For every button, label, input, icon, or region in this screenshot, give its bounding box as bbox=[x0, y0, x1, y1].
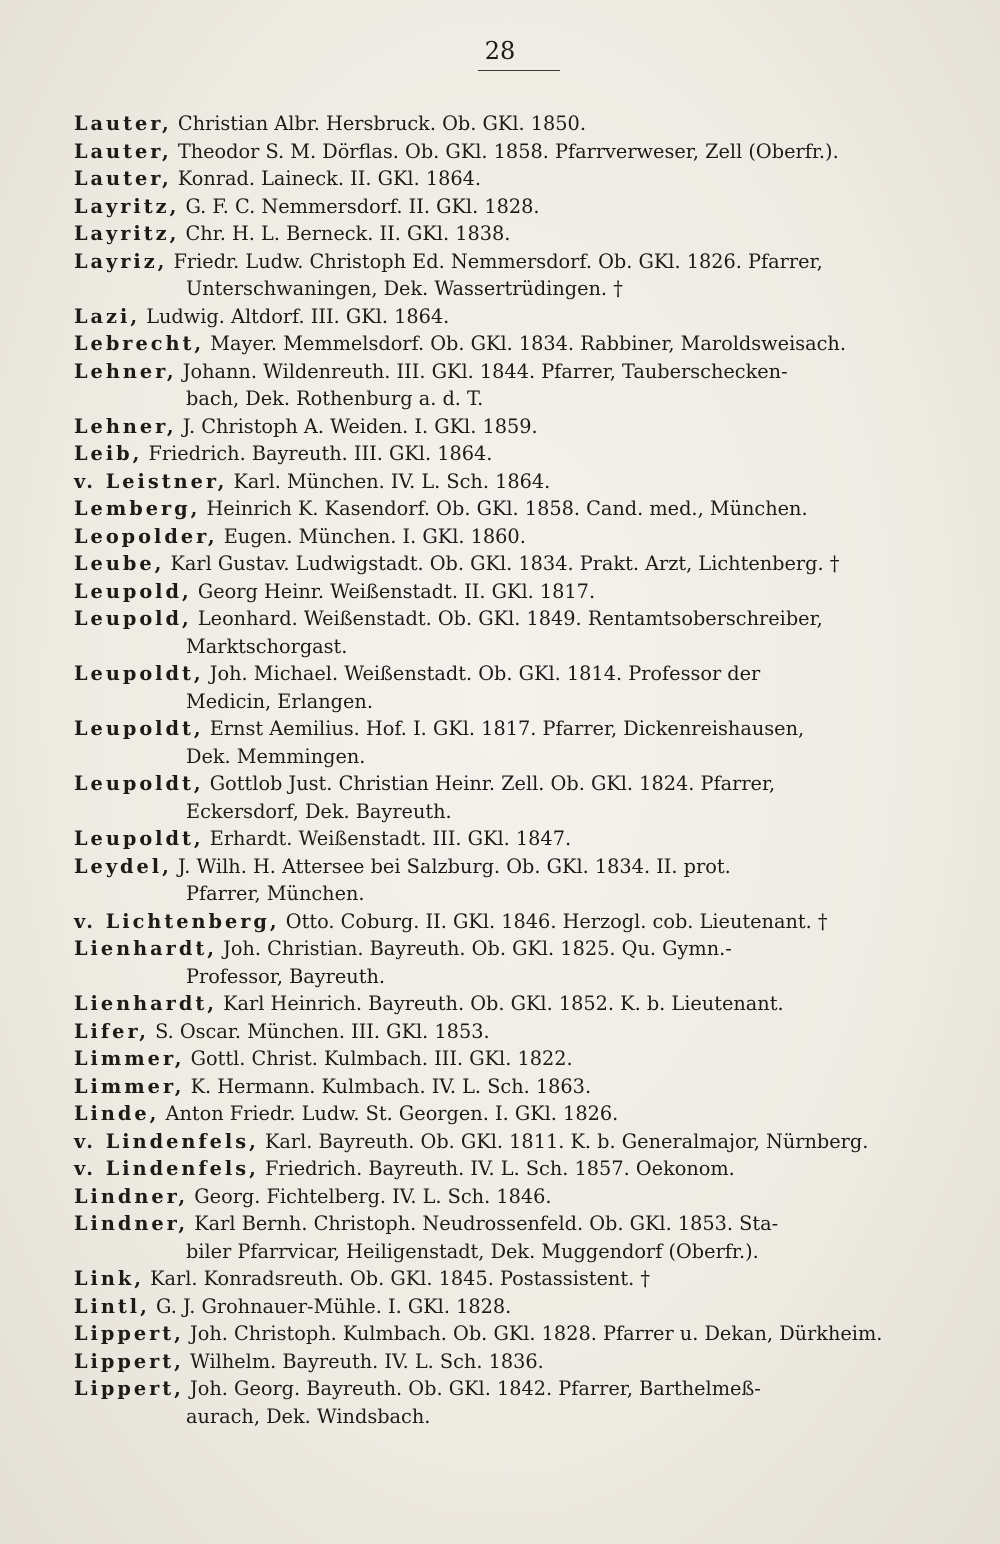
list-item bbox=[74, 1128, 954, 1156]
entry-details: G. F. C. Nemmersdorf. II. GKl. 1828. bbox=[185, 194, 540, 218]
entry-continuation: Medicin, Erlangen. bbox=[186, 689, 373, 713]
page-number: 28 bbox=[484, 37, 516, 65]
entry-details: Gottlob Just. Christian Heinr. Zell. Ob. GKl. 1824. Pfarrer, bbox=[209, 772, 776, 795]
entry-details: Erhardt. Weißenstadt. III. GKl. 1847. bbox=[209, 827, 572, 850]
entry-surname: Layritz, bbox=[74, 222, 180, 245]
list-item bbox=[74, 853, 954, 908]
list-item bbox=[74, 605, 954, 660]
entry-details: Theodor S. M. Dörflas. Ob. GKl. 1858. Pfarrverweser, Zell (Oberfr.). bbox=[177, 139, 839, 163]
entry-continuation: biler Pfarrvicar, Heiligenstadt, Dek. Muggendorf (Oberfr.). bbox=[186, 1239, 759, 1263]
entry-surname: Lienhardt, bbox=[74, 937, 217, 960]
entry-surname: Lintl, bbox=[74, 1294, 150, 1318]
entry-details: Karl. Bayreuth. Ob. GKl. 1811. K. b. Generalmajor, Nürnberg. bbox=[264, 1129, 869, 1153]
entry-surname: Lauter, bbox=[74, 112, 172, 135]
entry-details: Gottl. Christ. Kulmbach. III. GKl. 1822. bbox=[190, 1047, 573, 1070]
entry-surname: Limmer, bbox=[74, 1047, 185, 1070]
entry-details: Chr. H. L. Berneck. II. GKl. 1838. bbox=[185, 222, 511, 245]
list-item bbox=[74, 110, 954, 138]
entry-details: K. Hermann. Kulmbach. IV. L. Sch. 1863. bbox=[190, 1074, 592, 1098]
list-item bbox=[74, 935, 954, 990]
list-item bbox=[74, 825, 954, 853]
entry-surname: Lemberg, bbox=[74, 497, 201, 520]
entry-surname: v. Lichtenberg, bbox=[74, 909, 280, 933]
entry-surname: v. Lindenfels, bbox=[74, 1129, 259, 1153]
entry-details: Leonhard. Weißenstadt. Ob. GKl. 1849. Rentamtsoberschreiber, bbox=[197, 607, 823, 630]
list-item bbox=[74, 358, 954, 413]
entry-surname: Lebrecht, bbox=[74, 332, 205, 355]
entry-details: Joh. Michael. Weißenstadt. Ob. GKl. 1814. Professor der bbox=[209, 662, 761, 685]
entry-details: Georg. Fichtelberg. IV. L. Sch. 1846. bbox=[194, 1184, 552, 1208]
entry-continuation: Pfarrer, München. bbox=[186, 882, 365, 905]
entry-details: J. Wilh. H. Attersee bei Salzburg. Ob. GKl. 1834. II. prot. bbox=[177, 854, 731, 878]
entry-continuation: Eckersdorf, Dek. Bayreuth. bbox=[186, 799, 452, 823]
entry-continuation: Professor, Bayreuth. bbox=[186, 964, 385, 988]
entry-details: Wilhelm. Bayreuth. IV. L. Sch. 1836. bbox=[190, 1349, 544, 1373]
entry-surname: Layritz, bbox=[74, 194, 180, 218]
list-item bbox=[74, 468, 954, 496]
entry-details: Johann. Wildenreuth. III. GKl. 1844. Pfarrer, Tauberschecken- bbox=[182, 359, 788, 383]
entry-surname: Leube, bbox=[74, 552, 165, 575]
list-item bbox=[74, 303, 954, 331]
list-item bbox=[74, 550, 954, 578]
list-item bbox=[74, 1045, 954, 1073]
entry-details: Friedr. Ludw. Christoph Ed. Nemmersdorf. Ob. GKl. 1826. Pfarrer, bbox=[173, 249, 823, 273]
entry-details: Eugen. München. I. GKl. 1860. bbox=[223, 524, 526, 548]
entry-continuation: bach, Dek. Rothenburg a. d. T. bbox=[186, 387, 484, 410]
entry-surname: v. Lindenfels, bbox=[74, 1157, 259, 1180]
entry-surname: Leupoldt, bbox=[74, 662, 204, 685]
list-item bbox=[74, 578, 954, 606]
list-item bbox=[74, 1100, 954, 1128]
entry-details: Ernst Aemilius. Hof. I. GKl. 1817. Pfarrer, Dickenreishausen, bbox=[209, 717, 805, 740]
entry-continuation: Unterschwaningen, Dek. Wassertrüdingen. † bbox=[186, 277, 623, 300]
list-item bbox=[74, 1073, 954, 1101]
entry-surname: Lehner, bbox=[74, 414, 177, 438]
entry-surname: Leupold, bbox=[74, 607, 192, 630]
list-item bbox=[74, 248, 954, 303]
entry-surname: Lifer, bbox=[74, 1019, 149, 1043]
entry-details: Joh. Christian. Bayreuth. Ob. GKl. 1825. Qu. Gymn.- bbox=[223, 937, 732, 960]
entry-continuation: Dek. Memmingen. bbox=[186, 744, 366, 768]
entry-continuation: Marktschorgast. bbox=[186, 634, 348, 658]
entry-details: Anton Friedr. Ludw. St. Georgen. I. GKl. 1826. bbox=[165, 1102, 619, 1125]
entry-details: Heinrich K. Kasendorf. Ob. GKl. 1858. Cand. med., München. bbox=[206, 497, 808, 520]
list-item bbox=[74, 1265, 954, 1293]
entry-details: Mayer. Memmelsdorf. Ob. GKl. 1834. Rabbiner, Maroldsweisach. bbox=[210, 332, 846, 355]
entry-surname: Lazi, bbox=[74, 304, 141, 328]
entry-surname: Leupold, bbox=[74, 579, 192, 603]
list-item bbox=[74, 165, 954, 193]
entry-details: Karl Gustav. Ludwigstadt. Ob. GKl. 1834. Prakt. Arzt, Lichtenberg. † bbox=[170, 552, 840, 575]
entry-details: Friedrich. Bayreuth. IV. L. Sch. 1857. Oekonom. bbox=[264, 1157, 735, 1180]
entry-details: Karl. Konradsreuth. Ob. GKl. 1845. Postassistent. † bbox=[150, 1267, 650, 1290]
list-item bbox=[74, 990, 954, 1018]
entry-details: Karl Bernh. Christoph. Neudrossenfeld. Ob. GKl. 1853. Sta- bbox=[194, 1212, 779, 1235]
list-item bbox=[74, 1018, 954, 1046]
entry-details: J. Christoph A. Weiden. I. GKl. 1859. bbox=[182, 414, 538, 438]
list-item bbox=[74, 770, 954, 825]
list-item bbox=[74, 193, 954, 221]
entry-surname: Leupoldt, bbox=[74, 717, 204, 740]
list-item bbox=[74, 523, 954, 551]
list-item bbox=[74, 1348, 954, 1376]
entry-surname: Limmer, bbox=[74, 1074, 185, 1098]
entry-surname: Layriz, bbox=[74, 249, 168, 273]
list-item bbox=[74, 908, 954, 936]
list-item bbox=[74, 715, 954, 770]
list-item bbox=[74, 138, 954, 166]
entry-surname: Linde, bbox=[74, 1102, 160, 1125]
entry-surname: Leib, bbox=[74, 442, 143, 465]
entry-surname: Leopolder, bbox=[74, 524, 218, 548]
entry-surname: Link, bbox=[74, 1267, 144, 1290]
entry-surname: Lehner, bbox=[74, 359, 177, 383]
entry-surname: Lippert, bbox=[74, 1322, 184, 1345]
entry-list bbox=[74, 110, 954, 1430]
entry-details: Konrad. Laineck. II. GKl. 1864. bbox=[177, 167, 482, 190]
entry-surname: Lauter, bbox=[74, 167, 172, 190]
entry-surname: v. Leistner, bbox=[74, 469, 228, 493]
list-item bbox=[74, 1375, 954, 1430]
list-item bbox=[74, 440, 954, 468]
entry-surname: Lippert, bbox=[74, 1349, 184, 1373]
entry-details: Joh. Christoph. Kulmbach. Ob. GKl. 1828. Pfarrer u. Dekan, Dürkheim. bbox=[190, 1322, 883, 1345]
entry-surname: Leupoldt, bbox=[74, 772, 204, 795]
entry-details: Karl Heinrich. Bayreuth. Ob. GKl. 1852. K. b. Lieutenant. bbox=[223, 992, 784, 1015]
entry-details: Friedrich. Bayreuth. III. GKl. 1864. bbox=[148, 442, 493, 465]
entry-details: Ludwig. Altdorf. III. GKl. 1864. bbox=[146, 304, 450, 328]
entry-surname: Leupoldt, bbox=[74, 827, 204, 850]
entry-continuation: aurach, Dek. Windsbach. bbox=[186, 1404, 431, 1428]
page-number-rule bbox=[478, 70, 560, 71]
list-item bbox=[74, 413, 954, 441]
list-item bbox=[74, 1320, 954, 1348]
list-item bbox=[74, 1155, 954, 1183]
entry-details: G. J. Grohnauer-Mühle. I. GKl. 1828. bbox=[155, 1294, 512, 1318]
entry-details: Joh. Georg. Bayreuth. Ob. GKl. 1842. Pfarrer, Barthelmeß- bbox=[190, 1377, 761, 1400]
entry-surname: Lauter, bbox=[74, 139, 172, 163]
list-item bbox=[74, 1210, 954, 1265]
entry-surname: Lippert, bbox=[74, 1377, 184, 1400]
entry-details: Georg Heinr. Weißenstadt. II. GKl. 1817. bbox=[197, 579, 596, 603]
entry-surname: Leydel, bbox=[74, 854, 172, 878]
list-item bbox=[74, 1183, 954, 1211]
entry-details: Otto. Coburg. II. GKl. 1846. Herzogl. cob. Lieutenant. † bbox=[285, 909, 828, 933]
entry-details: Karl. München. IV. L. Sch. 1864. bbox=[233, 469, 551, 493]
entry-surname: Lienhardt, bbox=[74, 992, 217, 1015]
list-item bbox=[74, 220, 954, 248]
entry-details: S. Oscar. München. III. GKl. 1853. bbox=[155, 1019, 490, 1043]
entry-details: Christian Albr. Hersbruck. Ob. GKl. 1850. bbox=[177, 112, 586, 135]
list-item bbox=[74, 330, 954, 358]
entry-surname: Lindner, bbox=[74, 1212, 189, 1235]
entry-surname: Lindner, bbox=[74, 1184, 189, 1208]
list-item bbox=[74, 660, 954, 715]
list-item bbox=[74, 495, 954, 523]
list-item bbox=[74, 1293, 954, 1321]
